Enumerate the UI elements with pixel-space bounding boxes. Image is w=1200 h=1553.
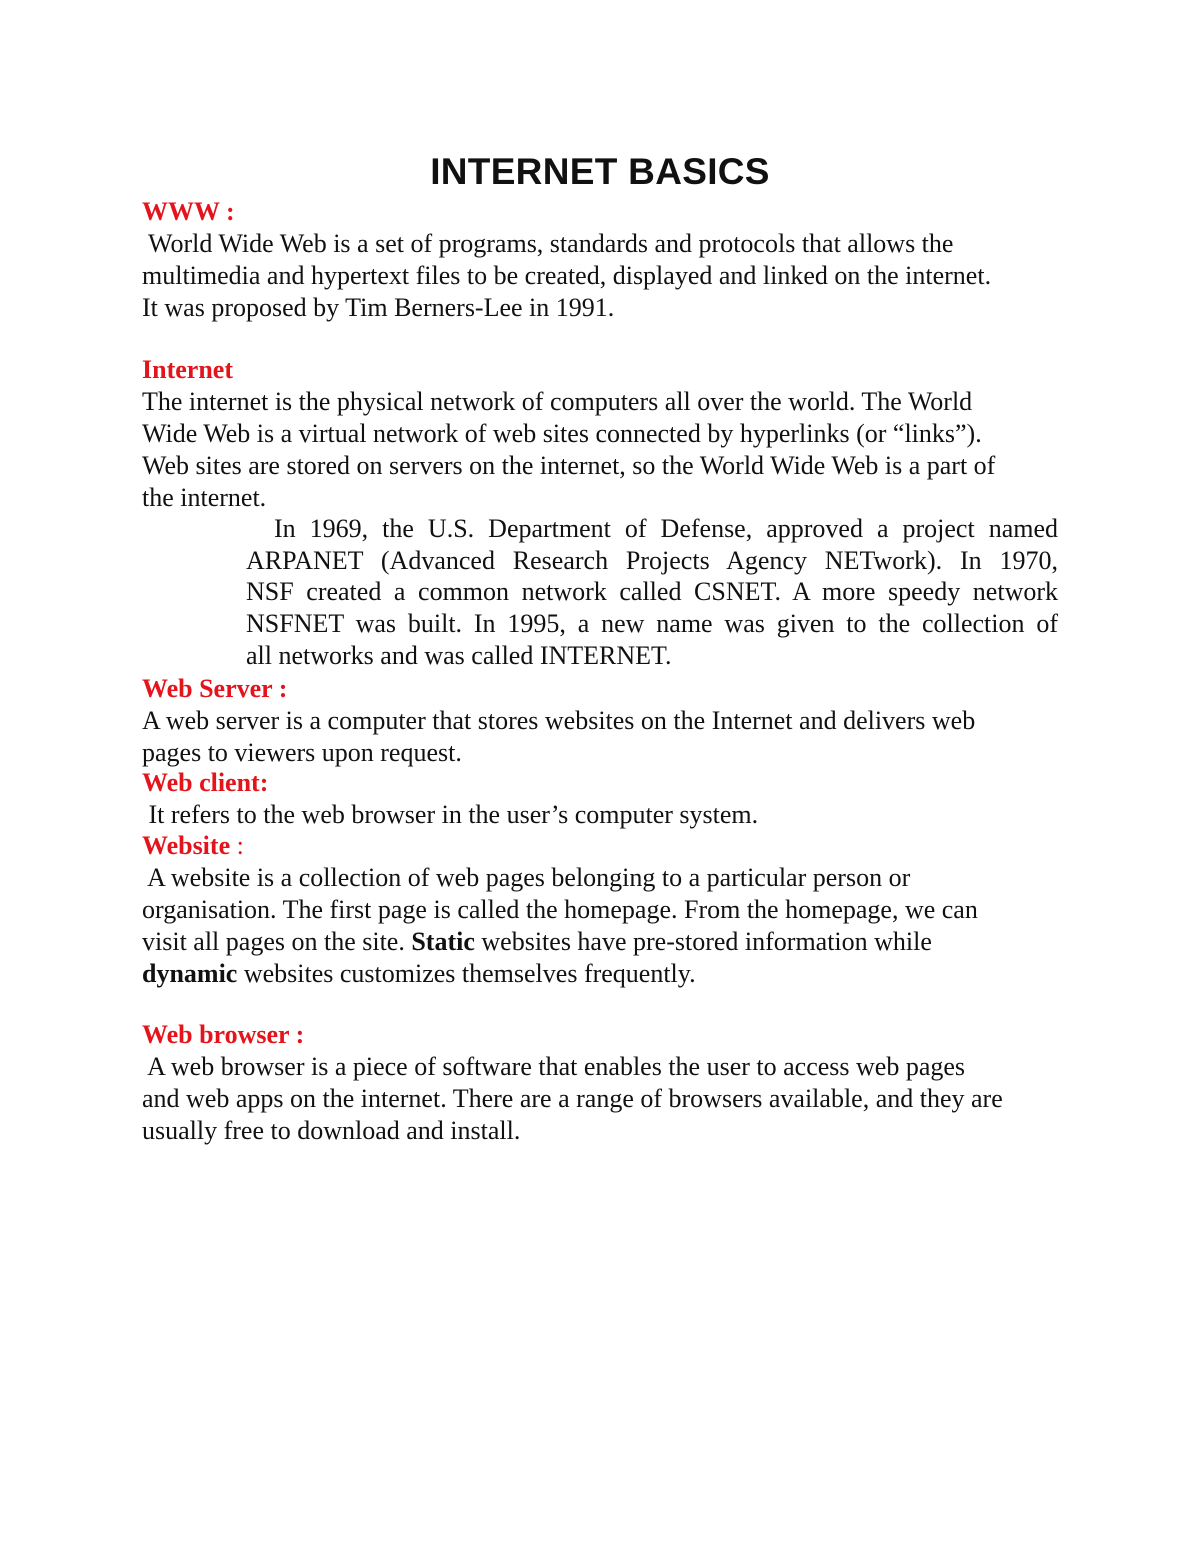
website-line-1: A website is a collection of web pages belonging to a particular person or (142, 863, 911, 892)
history-line-2: ARPANET (Advanced Research Projects Agency NETwork). In 1970, (246, 546, 1058, 575)
website-line-4-end: websites customizes themselves frequently. (237, 959, 696, 988)
www-heading: WWW : (142, 197, 235, 226)
internet-heading: Internet (142, 355, 233, 384)
web-server-heading: Web Server : (142, 674, 288, 703)
website-heading-text: Website (142, 831, 231, 860)
website-line-3-end: websites have pre-stored information while (474, 927, 932, 956)
dynamic-keyword: dynamic (142, 959, 238, 988)
internet-line-4: the internet. (142, 483, 267, 512)
internet-line-2: Wide Web is a virtual network of web sites connected by hyperlinks (or “links”). (142, 419, 982, 448)
page-title: INTERNET BASICS (430, 151, 770, 192)
history-line-1: In 1969, the U.S. Department of Defense, approved a project named (246, 514, 1058, 543)
web-browser-heading: Web browser : (142, 1020, 305, 1049)
history-line-4: NSFNET was built. In 1995, a new name was given to the collection of (246, 609, 1058, 638)
website-line-4 (142, 958, 696, 990)
www-line-2: multimedia and hypertext files to be created, displayed and linked on the internet. (142, 261, 992, 290)
website-line-3 (142, 926, 932, 958)
website-line-3-start: visit all pages on the site. (142, 927, 412, 956)
history-line-5: all networks and was called INTERNET. (246, 641, 672, 670)
website-heading (142, 830, 244, 862)
web-browser-line-1: A web browser is a piece of software that enables the user to access web pages (142, 1052, 966, 1081)
internet-line-1: The internet is the physical network of computers all over the world. The World (142, 387, 973, 416)
web-browser-line-3: usually free to download and install. (142, 1116, 521, 1145)
web-server-line-1: A web server is a computer that stores websites on the Internet and delivers web (142, 706, 976, 735)
www-line-1: World Wide Web is a set of programs, standards and protocols that allows the (142, 229, 954, 258)
internet-line-3: Web sites are stored on servers on the internet, so the World Wide Web is a part of (142, 451, 996, 480)
website-line-2: organisation. The first page is called the homepage. From the homepage, we can (142, 895, 978, 924)
website-heading-suffix: : (230, 831, 244, 860)
web-client-heading: Web client: (142, 768, 269, 797)
history-line-3: NSF created a common network called CSNET. A more speedy network (246, 577, 1058, 606)
www-line-3: It was proposed by Tim Berners-Lee in 1991. (142, 293, 615, 322)
static-keyword: Static (411, 927, 475, 956)
web-client-line-1: It refers to the web browser in the user’s computer system. (142, 800, 759, 829)
web-server-line-2: pages to viewers upon request. (142, 738, 462, 767)
web-browser-line-2: and web apps on the internet. There are a range of browsers available, and they are (142, 1084, 1003, 1113)
